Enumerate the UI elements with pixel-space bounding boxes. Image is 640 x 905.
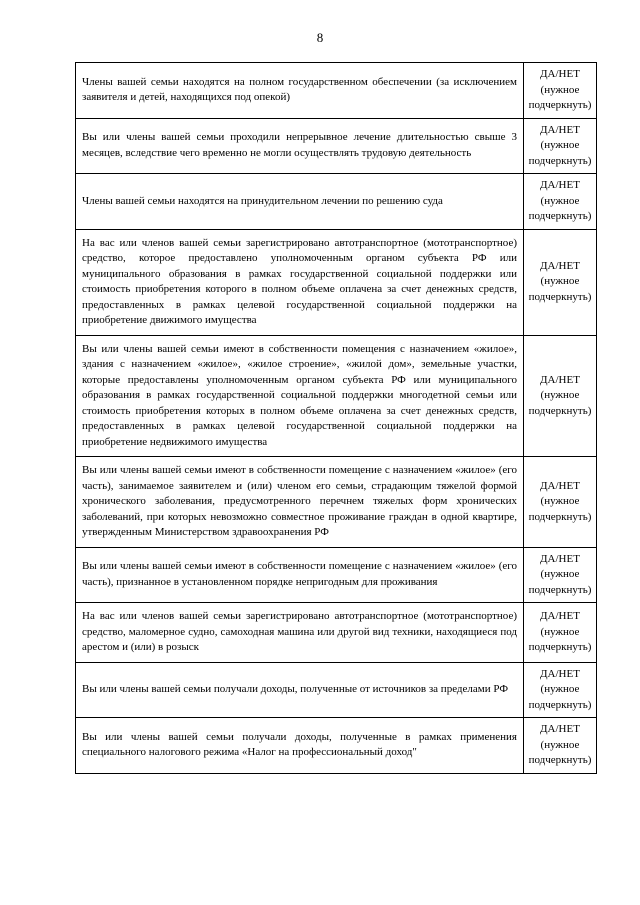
answer-options[interactable]: ДА/НЕТ: [540, 479, 580, 492]
question-text: Вы или члены вашей семьи получали доходы, полученные от источников за пределами РФ: [76, 662, 524, 718]
question-row: [76, 174, 597, 230]
answer-cell[interactable]: [524, 229, 597, 335]
question-row: [76, 718, 597, 774]
answer-hint: (нужное подчеркнуть): [528, 83, 592, 111]
question-text: Вы или члены вашей семьи имеют в собственности помещения с назначением «жилое», здания с назначением «жилое», «жилое строение», «жилой дом», земельные участки, которые предоставлены уполномоченным органом субъекта РФ или муниципального образования в рамках государственной социальной поддержки многодетной семьи или стоимость приобретения которых в полном объеме оплачена за счет денежных средств, предоставленных в рамках целевой государственной социальной поддержки на приобретение недвижимого имущества: [76, 335, 524, 457]
question-row: [76, 662, 597, 718]
question-row: [76, 457, 597, 548]
question-text: На вас или членов вашей семьи зарегистрировано автотранспортное (мототранспортное) средство, маломерное судно, самоходная машина или другой вид техники, находящиеся под арестом и (или) в розыск: [76, 603, 524, 663]
answer-hint: (нужное подчеркнуть): [528, 139, 592, 167]
answer-options[interactable]: ДА/НЕТ: [540, 68, 580, 80]
answer-cell[interactable]: [524, 662, 597, 718]
answer-options[interactable]: ДА/НЕТ: [540, 723, 580, 735]
page-number: 8: [316, 30, 324, 45]
question-text: На вас или членов вашей семьи зарегистрировано автотранспортное (мототранспортное) средство, которое предоставлено уполномоченным органом субъекта РФ или муниципального образования в рамках государственной социальной поддержки или стоимость приобретения которого в полном объеме оплачена за счет денежных средств, предоставленных в рамках целевой государственной социальной поддержки на приобретение движимого имущества: [76, 229, 524, 335]
answer-hint: (нужное подчеркнуть): [528, 738, 592, 766]
answer-hint: (нужное подчеркнуть): [528, 275, 592, 303]
answer-hint: (нужное подчеркнуть): [528, 194, 592, 222]
answer-cell[interactable]: [524, 603, 597, 663]
answer-hint: (нужное подчеркнуть): [528, 389, 592, 417]
question-row: [76, 229, 597, 335]
answer-options[interactable]: ДА/НЕТ: [540, 373, 580, 386]
question-text: Вы или члены вашей семьи имеют в собственности помещение с назначением «жилое» (его часть), занимаемое заявителем и (или) членом его семьи, страдающим тяжелой формой хронического заболевания, предусмотренного перечнем тяжелых форм хронических заболеваний, при которых невозможно совместное проживание граждан в одной квартире, утвержденным Министерством здравоохранения РФ: [76, 457, 524, 548]
question-text: Вы или члены вашей семьи получали доходы, полученные в рамках применения специального налогового режима «Налог на профессиональный доход": [76, 718, 524, 774]
answer-options[interactable]: ДА/НЕТ: [540, 123, 580, 136]
answer-options[interactable]: ДА/НЕТ: [540, 179, 580, 191]
question-row: [76, 335, 597, 457]
answer-hint: (нужное подчеркнуть): [528, 625, 592, 653]
answer-options[interactable]: ДА/НЕТ: [540, 552, 580, 565]
answer-cell[interactable]: [524, 547, 597, 603]
answer-hint: (нужное подчеркнуть): [528, 683, 592, 711]
question-text: Члены вашей семьи находятся на полном государственном обеспечении (за исключением заявителя и детей, находящихся под опекой): [76, 63, 524, 119]
answer-cell[interactable]: [524, 63, 597, 119]
questionnaire-body: [76, 63, 597, 774]
answer-hint: (нужное подчеркнуть): [528, 568, 592, 596]
question-text: Вы или члены вашей семьи имеют в собственности помещение с назначением «жилое» (его часть), признанное в установленном порядке непригодным для проживания: [76, 547, 524, 603]
answer-options[interactable]: ДА/НЕТ: [540, 610, 580, 622]
question-row: [76, 547, 597, 603]
answer-hint: (нужное подчеркнуть): [528, 495, 592, 523]
answer-cell[interactable]: [524, 174, 597, 230]
answer-options[interactable]: ДА/НЕТ: [540, 667, 580, 680]
answer-options[interactable]: ДА/НЕТ: [540, 259, 580, 272]
question-text: Вы или члены вашей семьи проходили непрерывное лечение длительностью свыше 3 месяцев, вследствие чего временно не могли осуществлять трудовую деятельность: [76, 118, 524, 174]
answer-cell[interactable]: [524, 457, 597, 548]
answer-cell[interactable]: [524, 335, 597, 457]
question-text: Члены вашей семьи находятся на принудительном лечении по решению суда: [76, 174, 524, 230]
question-row: [76, 63, 597, 119]
questionnaire-table: [75, 62, 597, 774]
question-row: [76, 603, 597, 663]
question-row: [76, 118, 597, 174]
answer-cell[interactable]: [524, 118, 597, 174]
answer-cell[interactable]: [524, 718, 597, 774]
